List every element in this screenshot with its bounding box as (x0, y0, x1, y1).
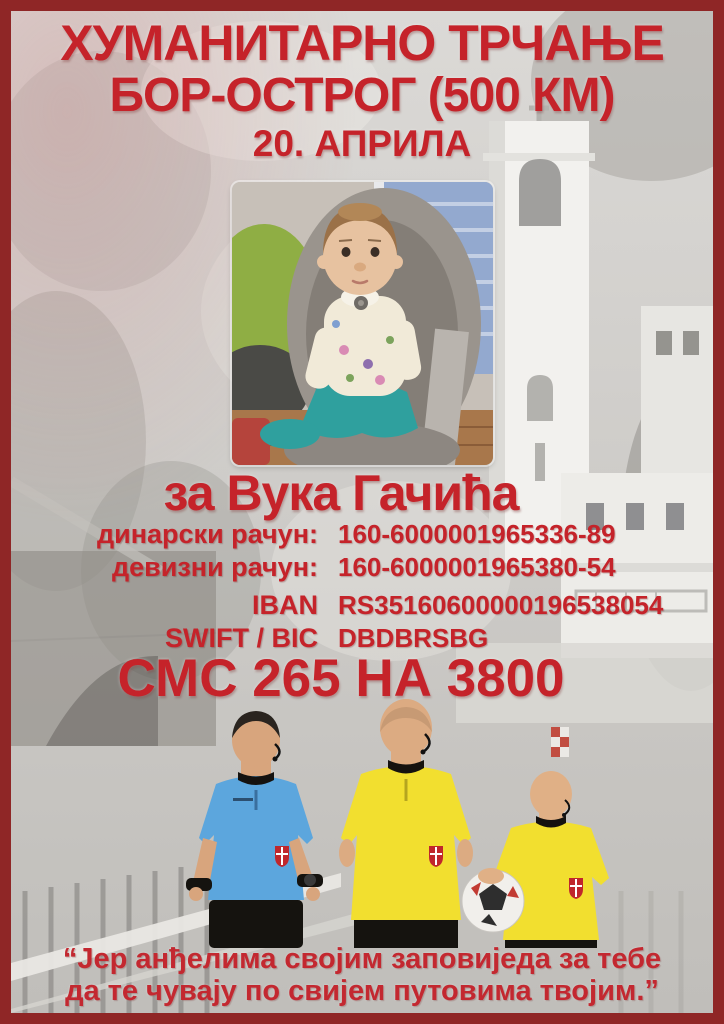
account-label: IBAN (252, 590, 318, 620)
donation-accounts (11, 519, 713, 656)
poster-title-line2: БОР-ОСТРОГ (500 КМ) (109, 68, 615, 122)
title-block (11, 17, 713, 168)
sms-donation-line: СМС 265 НА 3800 (117, 649, 565, 708)
account-label: SWIFT / BIC (165, 623, 318, 653)
poster-title-line1: ХУМАНИТАРНО ТРЧАЊЕ (60, 15, 664, 71)
quote-line2: да те чувају по свијем путовима твојим.” (65, 974, 659, 1007)
account-value: DBDBRSBG (338, 623, 489, 653)
account-value: RS35160600000196538054 (338, 590, 664, 620)
referees-photo (141, 688, 646, 948)
beneficiary-name: за Вука Гачића (163, 465, 519, 521)
account-row-iban (11, 590, 713, 621)
poster-date: 20. АПРИЛА (252, 123, 472, 165)
account-row-dinar (11, 519, 713, 550)
quote-line1: “Јер анђелима својим заповиједа за тебе (62, 943, 662, 975)
account-label: девизни рачун: (111, 552, 318, 582)
baby-photo (232, 182, 493, 465)
account-value: 160-6000001965336-89 (338, 519, 616, 549)
psalm-quote (11, 944, 713, 1008)
referee-yellow-middle (339, 699, 473, 948)
account-label: динарски рачун: (96, 519, 318, 549)
referee-blue (186, 711, 323, 948)
referee-yellow-right (462, 771, 609, 948)
account-value: 160-6000001965380-54 (338, 552, 616, 582)
account-row-devize (11, 552, 713, 583)
